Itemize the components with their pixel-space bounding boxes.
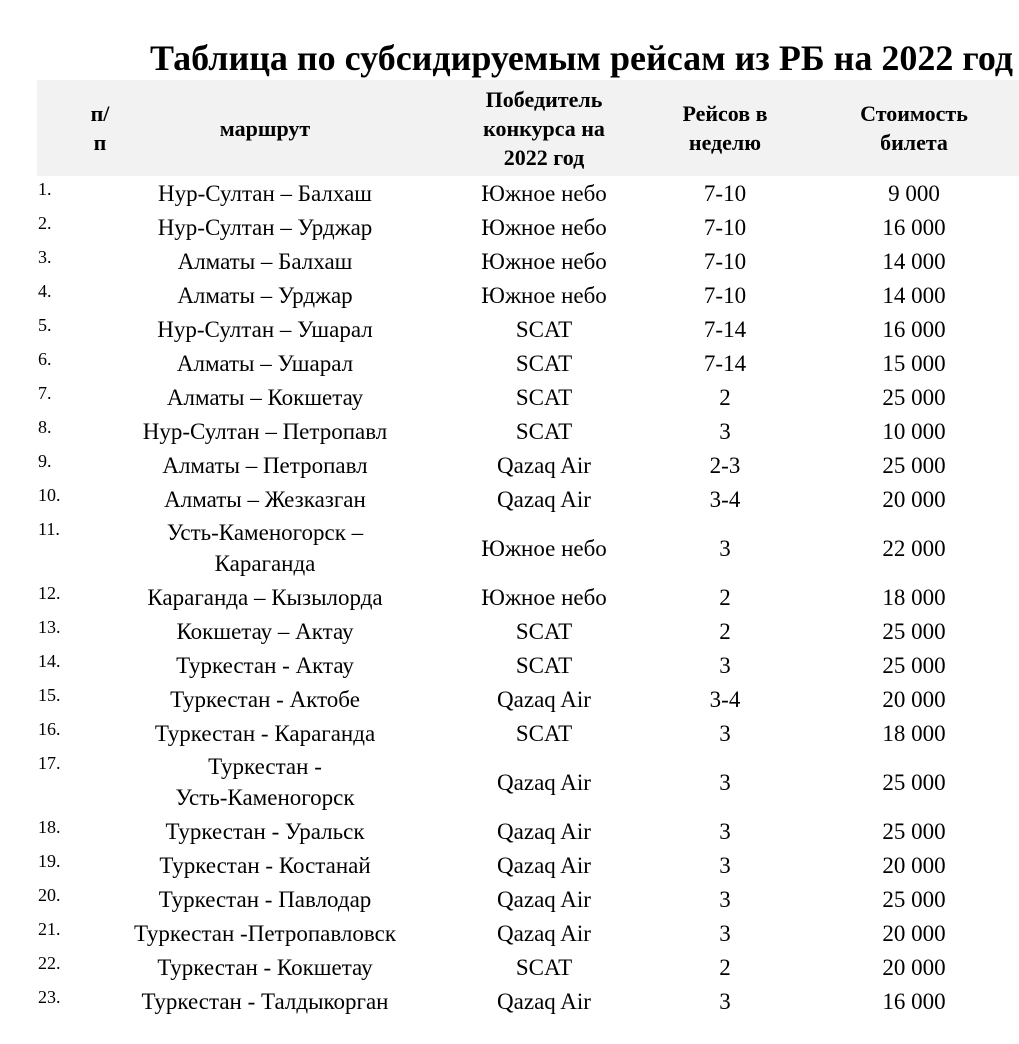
winner-cell: Qazaq Air (497, 988, 591, 1014)
table-row (0, 210, 1019, 244)
route-cell: Нур-Султан – Петропавл (142, 418, 388, 444)
price-cell: 22 000 (882, 535, 946, 561)
price-cell: 9 000 (888, 180, 940, 206)
route-cell: Туркестан - Кокшетау (157, 954, 373, 980)
winner-cell: Qazaq Air (497, 886, 591, 912)
flights-cell: 7-10 (703, 180, 747, 206)
table-row (0, 750, 1019, 814)
flights-cell: 2-3 (709, 452, 741, 478)
flights-cell: 3-4 (709, 686, 741, 712)
price-cell: 18 000 (882, 720, 946, 746)
flights-cell: 3 (719, 852, 731, 878)
route-cell: Алматы – Урджар (177, 282, 353, 308)
route-cell: Туркестан - Усть-Каменогорск (175, 754, 355, 810)
table-row (0, 950, 1019, 984)
row-number: 18. (38, 817, 61, 837)
table-row (0, 916, 1019, 950)
table-row (0, 848, 1019, 882)
table-row (0, 244, 1019, 278)
table-row (0, 682, 1019, 716)
price-cell: 25 000 (882, 618, 946, 644)
route-cell: Туркестан -Петропавловск (133, 920, 397, 946)
row-number: 19. (38, 851, 61, 871)
route-cell: Туркестан - Талдыкорган (141, 988, 389, 1014)
price-cell: 25 000 (882, 886, 946, 912)
route-cell: Караганда – Кызылорда (147, 584, 383, 610)
flights-cell: 2 (719, 618, 731, 644)
flights-cell: 3 (719, 769, 731, 795)
row-number: 10. (38, 485, 61, 505)
row-number: 22. (38, 953, 61, 973)
header-winner: Победитель конкурса на 2022 год (483, 86, 605, 170)
route-cell: Туркестан - Актобе (170, 686, 360, 712)
winner-cell: Южное небо (481, 248, 607, 274)
header-flights-per-week: Рейсов в неделю (682, 101, 768, 155)
route-cell: Алматы – Кокшетау (166, 384, 364, 410)
price-cell: 14 000 (882, 248, 946, 274)
price-cell: 25 000 (882, 452, 946, 478)
flights-cell: 3 (719, 818, 731, 844)
winner-cell: Qazaq Air (497, 486, 591, 512)
row-number: 21. (38, 919, 61, 939)
winner-cell: SCAT (515, 720, 573, 746)
flights-cell: 3 (719, 652, 731, 678)
price-cell: 16 000 (882, 214, 946, 240)
table-row (0, 482, 1019, 516)
winner-cell: Qazaq Air (497, 818, 591, 844)
price-cell: 20 000 (882, 954, 946, 980)
table-row (0, 984, 1019, 1018)
route-cell: Туркестан - Павлодар (158, 886, 372, 912)
row-number: 3. (38, 247, 52, 267)
winner-cell: SCAT (515, 316, 573, 342)
flights-cell: 3 (719, 988, 731, 1014)
row-number: 9. (38, 451, 52, 471)
flights-cell: 2 (719, 584, 731, 610)
table-row (0, 176, 1019, 210)
winner-cell: Qazaq Air (497, 769, 591, 795)
row-number: 23. (38, 987, 61, 1007)
price-cell: 16 000 (882, 316, 946, 342)
row-number: 15. (38, 685, 61, 705)
table-row (0, 580, 1019, 614)
flights-cell: 7-10 (703, 248, 747, 274)
table-row (0, 614, 1019, 648)
flights-cell: 3 (719, 920, 731, 946)
winner-cell: SCAT (515, 954, 573, 980)
price-cell: 25 000 (882, 769, 946, 795)
row-number: 4. (38, 281, 52, 301)
winner-cell: Qazaq Air (497, 686, 591, 712)
route-cell: Кокшетау – Актау (176, 618, 354, 644)
flights-cell: 7-10 (703, 214, 747, 240)
flights-cell: 2 (719, 384, 731, 410)
price-cell: 14 000 (882, 282, 946, 308)
table-row (0, 814, 1019, 848)
row-number: 17. (38, 753, 61, 773)
price-cell: 25 000 (882, 818, 946, 844)
header-route: маршрут (219, 115, 311, 141)
price-cell: 10 000 (882, 418, 946, 444)
winner-cell: Qazaq Air (497, 920, 591, 946)
page-title: Таблица по субсидируемым рейсам из РБ на 2022 год (150, 38, 1013, 78)
row-number: 8. (38, 417, 52, 437)
flights-cell: 3-4 (709, 486, 741, 512)
route-cell: Нур-Султан – Ушарал (157, 316, 373, 342)
table-row (0, 312, 1019, 346)
price-cell: 25 000 (882, 384, 946, 410)
route-cell: Туркестан - Караганда (154, 720, 376, 746)
table-row (0, 346, 1019, 380)
row-number: 14. (38, 651, 61, 671)
table-row (0, 882, 1019, 916)
price-cell: 25 000 (882, 652, 946, 678)
route-cell: Нур-Султан – Урджар (157, 214, 373, 240)
winner-cell: SCAT (515, 618, 573, 644)
route-cell: Усть-Каменогорск – Караганда (166, 520, 364, 576)
winner-cell: Южное небо (481, 584, 607, 610)
flights-cell: 3 (719, 886, 731, 912)
table-body (0, 176, 1019, 1018)
flights-cell: 3 (719, 720, 731, 746)
flights-cell: 3 (719, 418, 731, 444)
table-row (0, 414, 1019, 448)
price-cell: 20 000 (882, 852, 946, 878)
winner-cell: SCAT (515, 652, 573, 678)
row-number: 11. (38, 519, 60, 539)
route-cell: Туркестан - Актау (176, 652, 354, 678)
winner-cell: SCAT (515, 384, 573, 410)
row-number: 7. (38, 383, 52, 403)
price-cell: 20 000 (882, 486, 946, 512)
row-number: 2. (38, 213, 52, 233)
route-cell: Алматы – Петропавл (162, 452, 368, 478)
table-row (0, 278, 1019, 312)
winner-cell: Южное небо (481, 535, 607, 561)
winner-cell: Qazaq Air (497, 452, 591, 478)
price-cell: 20 000 (882, 920, 946, 946)
row-number: 16. (38, 719, 61, 739)
table-row (0, 648, 1019, 682)
winner-cell: Южное небо (481, 282, 607, 308)
flights-cell: 7-14 (703, 350, 747, 376)
winner-cell: Южное небо (481, 180, 607, 206)
row-number: 13. (38, 617, 61, 637)
table-row (0, 716, 1019, 750)
row-number: 1. (38, 179, 52, 199)
flights-cell: 7-14 (703, 316, 747, 342)
row-number: 6. (38, 349, 52, 369)
row-number: 20. (38, 885, 61, 905)
price-cell: 16 000 (882, 988, 946, 1014)
winner-cell: Qazaq Air (497, 852, 591, 878)
price-cell: 20 000 (882, 686, 946, 712)
table-header (37, 80, 1019, 176)
flights-cell: 7-10 (703, 282, 747, 308)
table-row (0, 516, 1019, 580)
header-number: п/ п (90, 101, 110, 155)
table-row (0, 448, 1019, 482)
route-cell: Алматы – Жезказган (164, 486, 366, 512)
row-number: 12. (38, 583, 61, 603)
row-number: 5. (38, 315, 52, 335)
winner-cell: Южное небо (481, 214, 607, 240)
price-cell: 18 000 (882, 584, 946, 610)
route-cell: Алматы – Балхаш (177, 248, 353, 274)
winner-cell: SCAT (515, 350, 573, 376)
header-ticket-price: Стоимость билета (860, 101, 968, 155)
route-cell: Нур-Султан – Балхаш (157, 180, 373, 206)
price-cell: 15 000 (882, 350, 946, 376)
flights-cell: 2 (719, 954, 731, 980)
table-row (0, 380, 1019, 414)
route-cell: Туркестан - Костанай (159, 852, 371, 878)
route-cell: Туркестан - Уральск (165, 818, 365, 844)
route-cell: Алматы – Ушарал (176, 350, 354, 376)
flights-cell: 3 (719, 535, 731, 561)
winner-cell: SCAT (515, 418, 573, 444)
